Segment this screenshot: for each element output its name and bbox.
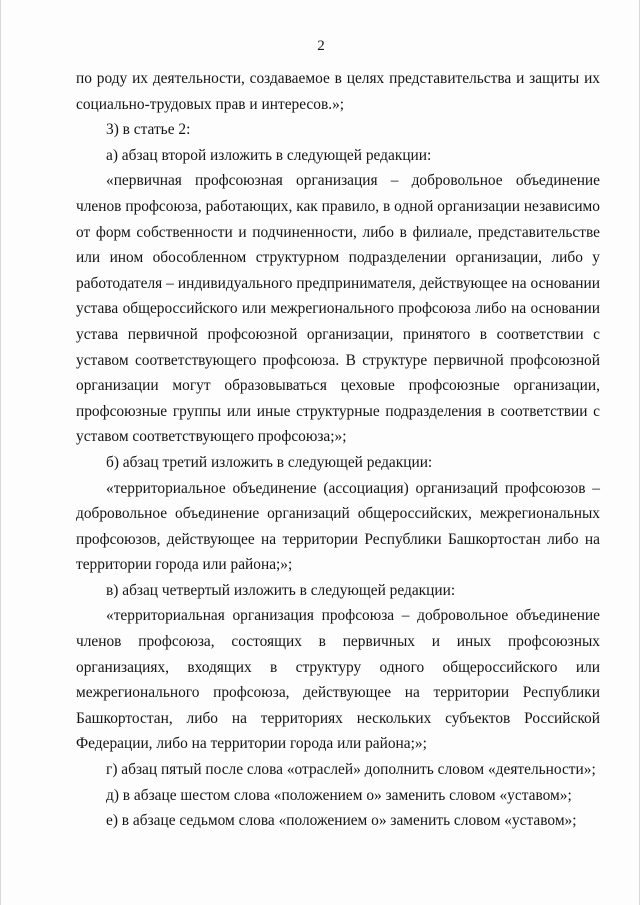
paragraph-item-b: б) абзац третий изложить в следующей редакции: [106,453,433,471]
paragraph-item-e: е) в абзаце седьмом слова «положением о» заменить словом «уставом»; [106,812,577,830]
document-body [76,66,600,834]
paragraph-item-a: а) абзац второй изложить в следующей редакции: [106,146,432,164]
paragraph-continuation: по роду их деятельности, создаваемое в целях представительства и защиты их социально-трудовых прав и интересов.»; [76,70,600,113]
paragraph-quote-territorial-org: «территориальная организация профсоюза – добровольное объединение членов профсоюза, состоящих в первичных и иных профсоюзных организациях, входящих в структуру одного общероссийского или межрегионального профсоюза, действующее на территории Республики Башкортостан, либо на территориях нескольких субъектов Российской Федерации, либо на территории города или района;»; [76,607,600,753]
paragraph-quote-territorial-association: «территориальное объединение (ассоциация) организаций профсоюзов – добровольное объединение организаций общероссийских, межрегиональных профсоюзов, действующее на территории Республики Башкортостан либо на территории города или района;»; [76,479,600,574]
paragraph-quote-primary-org: «первичная профсоюзная организация – добровольное объединение членов профсоюза, работающих, как правило, в одной организации независимо от форм собственности и подчиненности, либо в филиале, представительстве или ином обособленном структурном подразделении организации, либо у работодателя – индивидуального предпринимателя, действующее на основании устава общероссийского или межрегионального профсоюза либо на основании устава первичной профсоюзной организации, принятого в соответствии с уставом соответствующего профсоюза. В структуре первичной профсоюзной организации могут образовываться цеховые профсоюзные организации, профсоюзные группы или иные структурные подразделения в соответствии с уставом соответствующего профсоюза;»; [76,172,600,446]
paragraph-item-3: 3) в статье 2: [106,121,191,139]
page-number: 2 [317,38,325,54]
paragraph-item-d: д) в абзаце шестом слова «положением о» заменить словом «уставом»; [106,786,572,804]
paragraph-item-v: в) абзац четвертый изложить в следующей редакции: [106,581,456,599]
paragraph-item-g: г) абзац пятый после слова «отраслей» дополнить словом «деятельности»; [106,761,596,779]
